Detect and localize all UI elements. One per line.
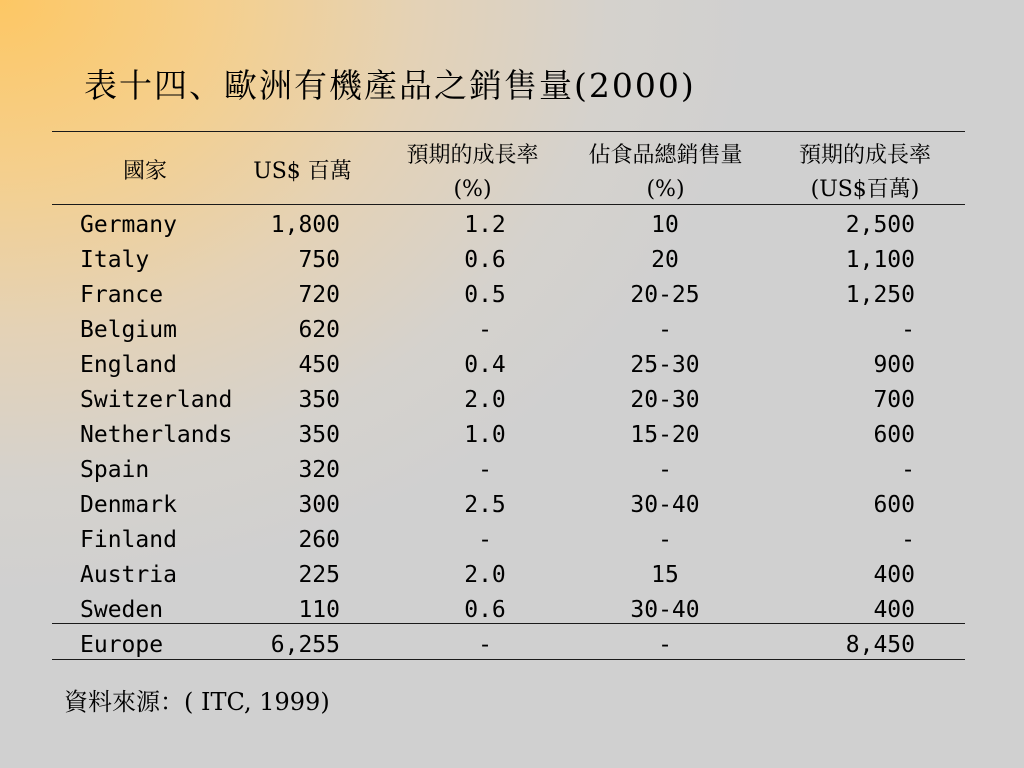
projected-cell: 700 [873,387,915,413]
total-share-cell: - [658,632,672,658]
share-cell: 30-40 [630,597,700,623]
total-top-rule [52,623,965,624]
total-growth-cell: - [478,632,492,658]
table-row [0,348,1024,383]
table-bottom-rule [52,659,965,660]
growth-cell: 2.0 [464,387,506,413]
table-top-rule [52,131,965,132]
total-row [0,628,1024,663]
country-cell: Finland [80,527,177,553]
country-cell: Sweden [80,597,164,623]
growth-cell: 0.6 [464,247,506,273]
country-cell: Netherlands [80,422,233,448]
share-cell: 15-20 [630,422,700,448]
total-sales-cell: 6,255 [270,632,340,658]
sales-cell: 320 [298,457,340,483]
share-cell: 25-30 [630,352,700,378]
table-row [0,383,1024,418]
header-growth-line1: 預期的成長率 [406,143,539,168]
sales-cell: 225 [298,562,340,588]
projected-cell: 900 [873,352,915,378]
country-cell: Switzerland [80,387,233,413]
country-cell: Denmark [80,492,177,518]
growth-cell: 2.0 [464,562,506,588]
projected-cell: 600 [873,492,915,518]
sales-cell: 750 [298,247,340,273]
header-share-line2: (%) [646,177,685,202]
growth-cell: 0.4 [464,352,506,378]
projected-cell: 2,500 [845,212,915,238]
share-cell: 10 [651,212,679,238]
sales-cell: 720 [298,282,340,308]
share-cell: 15 [651,562,679,588]
table-row [0,523,1024,558]
sales-cell: 110 [298,597,340,623]
share-cell: - [658,317,672,343]
total-country-cell: Europe [80,632,164,658]
country-cell: England [80,352,177,378]
projected-cell: - [901,317,915,343]
projected-cell: - [901,457,915,483]
projected-cell: 400 [873,597,915,623]
sales-cell: 450 [298,352,340,378]
table-row [0,313,1024,348]
growth-cell: - [478,527,492,553]
table-row [0,278,1024,313]
growth-cell: - [478,457,492,483]
share-cell: 20 [651,247,679,273]
growth-cell: 1.2 [464,212,506,238]
growth-cell: 0.5 [464,282,506,308]
header-value: US$ 百萬 [253,159,352,184]
table-row [0,208,1024,243]
country-cell: Austria [80,562,177,588]
header-bottom-rule [52,204,965,205]
country-cell: Italy [80,247,150,273]
slide-title: 表十四、歐洲有機產品之銷售量(2000) [84,66,696,105]
projected-cell: 400 [873,562,915,588]
total-projected-cell: 8,450 [845,632,915,658]
sales-cell: 300 [298,492,340,518]
growth-cell: - [478,317,492,343]
source-note: 資料來源：( ITC, 1999) [64,688,330,716]
share-cell: 30-40 [630,492,700,518]
growth-cell: 2.5 [464,492,506,518]
table-row [0,418,1024,453]
table-row [0,453,1024,488]
share-cell: 20-30 [630,387,700,413]
projected-cell: 1,100 [845,247,915,273]
growth-cell: 0.6 [464,597,506,623]
projected-cell: - [901,527,915,553]
share-cell: - [658,527,672,553]
sales-cell: 620 [298,317,340,343]
projected-cell: 600 [873,422,915,448]
header-share-line1: 佔食品總銷售量 [588,143,743,168]
table-row [0,488,1024,523]
projected-cell: 1,250 [845,282,915,308]
sales-cell: 1,800 [270,212,340,238]
sales-cell: 350 [298,422,340,448]
header-projected-line1: 預期的成長率 [798,143,931,168]
country-cell: Germany [80,212,177,238]
header-growth-line2: (%) [453,177,492,202]
header-country: 國家 [122,159,167,184]
growth-cell: 1.0 [464,422,506,448]
header-projected-line2: (US$百萬) [810,177,920,202]
share-cell: 20-25 [630,282,700,308]
country-cell: Spain [80,457,150,483]
country-cell: Belgium [80,317,177,343]
table-row [0,558,1024,593]
country-cell: France [80,282,164,308]
table-row [0,243,1024,278]
share-cell: - [658,457,672,483]
sales-cell: 350 [298,387,340,413]
sales-cell: 260 [298,527,340,553]
